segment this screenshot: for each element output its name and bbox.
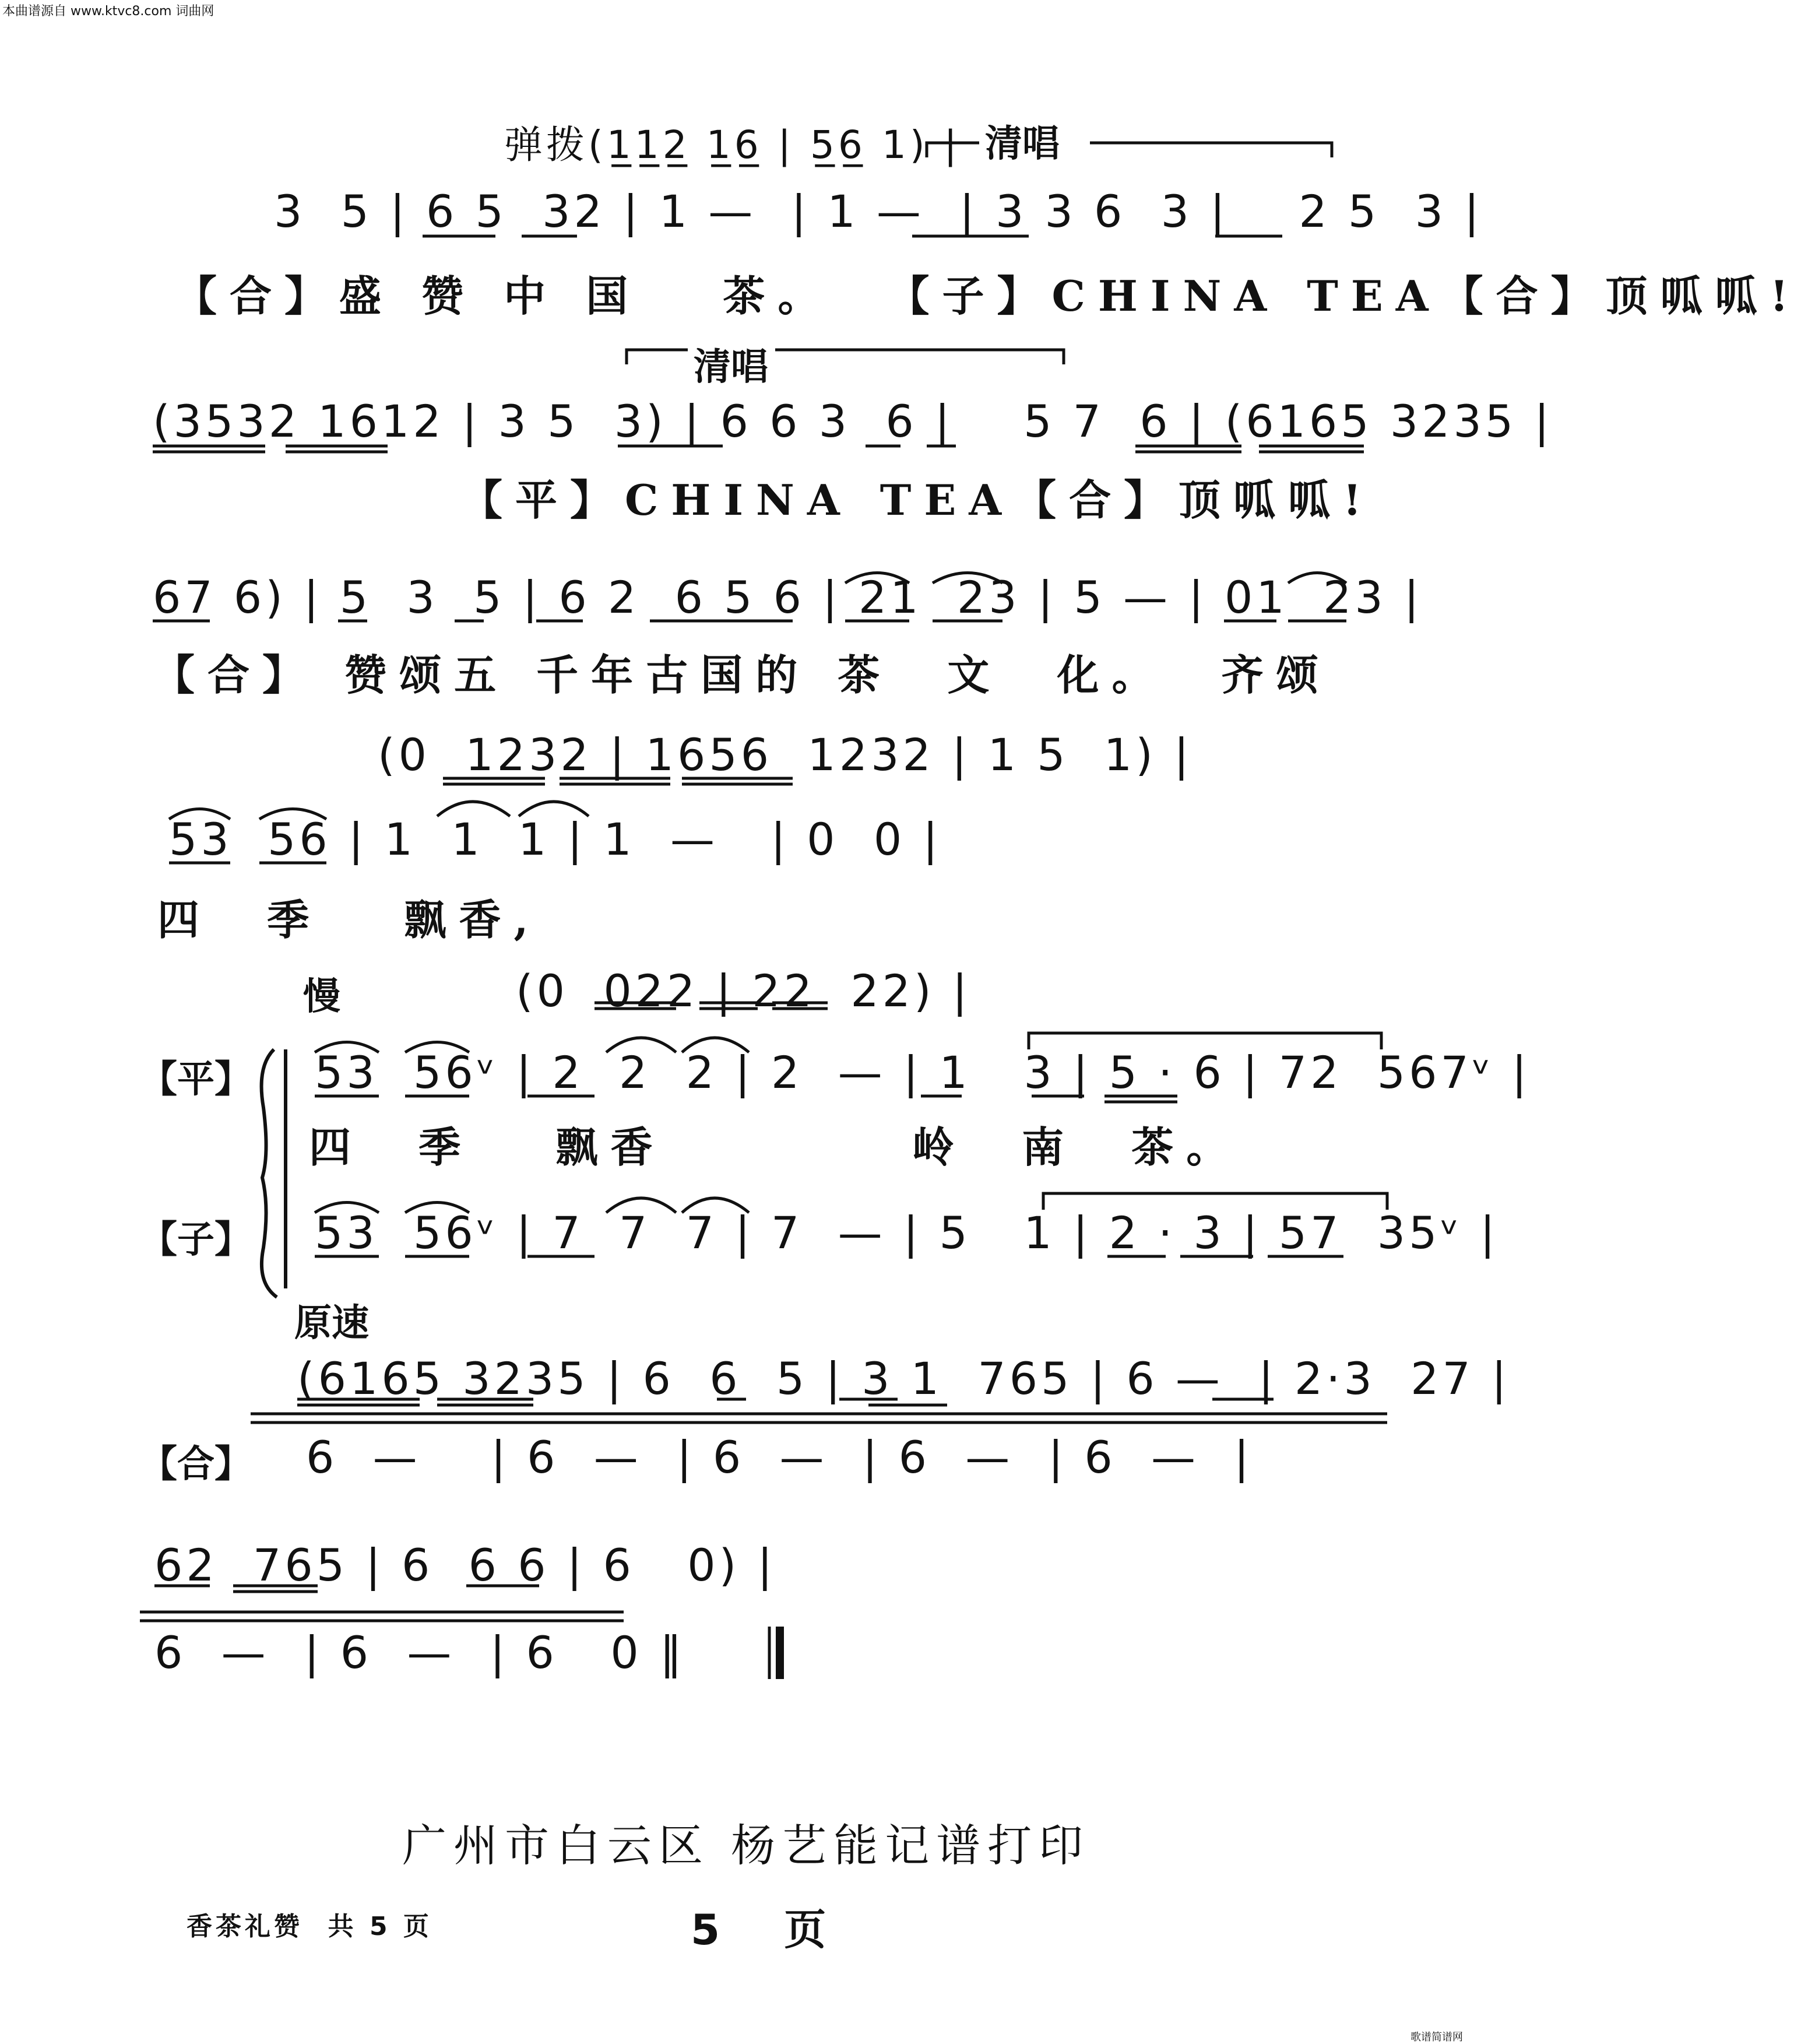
tempo-original: 原速 bbox=[294, 1302, 369, 1345]
melody-line-4: 53 56 | 1 1 1 | 1 — | 0 0 | bbox=[169, 813, 941, 865]
part-label-zi: 【子】 bbox=[140, 1218, 252, 1262]
bracket-a-cappella-2-right bbox=[775, 350, 1064, 364]
melody-he: 6 — | 6 — | 6 — | 6 — | 6 — | bbox=[306, 1431, 1253, 1483]
melody-line-2: (3532 1612 | 3 5 3) | 6 6 3 6 | 5 7 6 | (6165 3235 | bbox=[153, 395, 1553, 447]
tempo-slow: 慢 bbox=[303, 975, 340, 1019]
lyric-line-3: 【合】 赞颂五 千年古国的 茶 文 化。 齐颂 bbox=[153, 650, 1331, 700]
bracket-a-cappella-1-left bbox=[927, 143, 979, 157]
melody-line-3: 67 6) | 5 3 5 | 6 2 6 5 6 | 21 23 | 5 — | 01 23 | bbox=[153, 571, 1423, 623]
melody-ping: 53 56ᵛ | 2 2 2 | 2 — | 1 3 | 5 · 6 | 72 567ᵛ | bbox=[315, 1046, 1531, 1098]
corner-watermark: 歌谱简谱网 bbox=[1410, 2031, 1463, 2043]
song-title-pages: 香茶礼赞 共 5 页 bbox=[187, 1912, 432, 1941]
melody-line-1: 3 5 | 6 5 32 | 1 — | 1 — | 3 3 6 3 | 2 5 3 | bbox=[274, 185, 1483, 237]
lyric-line-1: 【合】盛 赞 中 国 茶。 【子】CHINA TEA【合】顶呱呱! bbox=[175, 271, 1801, 321]
bracket-a-cappella-1-right bbox=[1090, 143, 1332, 157]
part-label-he: 【合】 bbox=[140, 1443, 252, 1486]
lyric-line-2: 【平】CHINA TEA【合】顶呱呱! bbox=[460, 475, 1374, 525]
system-6-rule bbox=[251, 1414, 1387, 1423]
lyric-line-4: 四 季 飘香, bbox=[157, 895, 541, 944]
instrument-line-5: (0 022 | 22 22) | bbox=[516, 965, 971, 1017]
system-7-rule bbox=[140, 1612, 624, 1621]
page-number: 5 页 bbox=[691, 1905, 838, 1954]
instrument-line-7: 62 765 | 6 6 6 | 6 0) | bbox=[154, 1539, 776, 1591]
instrument-line-4: (0 1232 | 1656 1232 | 1 5 1) | bbox=[378, 729, 1193, 781]
bracket-a-cappella-2-left bbox=[627, 350, 688, 364]
direction-a-cappella-1: 清唱 bbox=[985, 122, 1060, 166]
melody-line-7: 6 — | 6 — | 6 0 ‖ bbox=[154, 1627, 685, 1678]
lyric-ping: 四 季 飘香 岭 南 茶。 bbox=[309, 1122, 1241, 1172]
direction-a-cappella-2: 清唱 bbox=[694, 346, 768, 389]
part-label-ping: 【平】 bbox=[140, 1058, 252, 1101]
instrument-intro-pluck: 弹拨(1̲1̲2̲ 1̲6̲ | 5̲6̲ 1) | bbox=[504, 122, 961, 167]
transcriber-credit: 广州市白云区 杨艺能记谱打印 bbox=[402, 1820, 1091, 1871]
source-watermark: 本曲谱源自 www.ktvc8.com 词曲网 bbox=[2, 4, 214, 19]
instrument-line-6: (6165 3235 | 6 6 5 | 3 1 765 | 6 — | 2·3 27 | bbox=[297, 1353, 1510, 1404]
beams-line-2 bbox=[153, 446, 1364, 452]
melody-zi: 53 56ᵛ | 7 7 7 | 7 — | 5 1 | 2 · 3 | 57 35ᵛ | bbox=[315, 1207, 1499, 1259]
